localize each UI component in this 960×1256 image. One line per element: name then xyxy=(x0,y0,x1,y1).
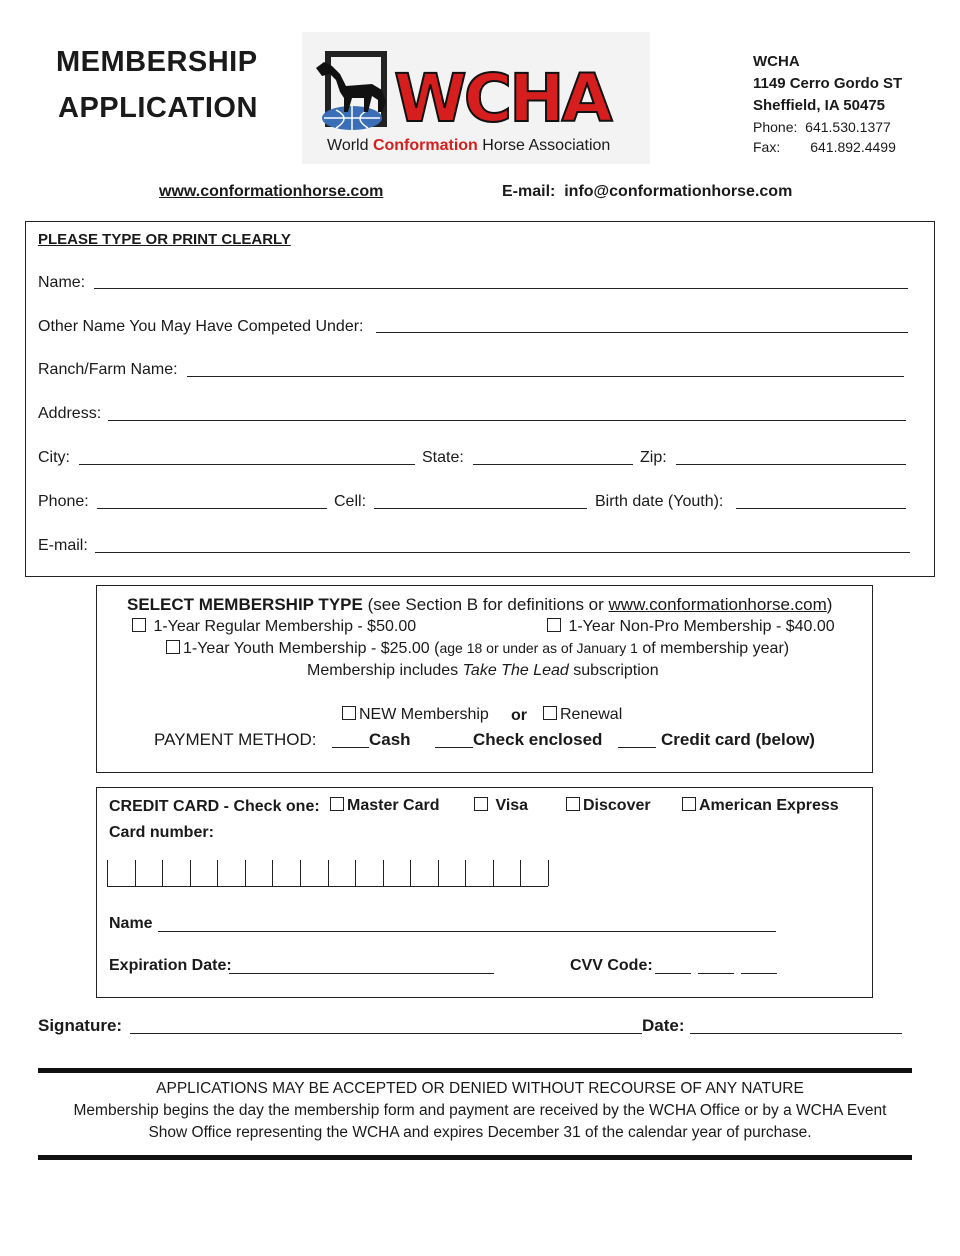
card-digit-divider xyxy=(438,860,439,886)
check-blank[interactable] xyxy=(435,747,473,748)
new-checkbox[interactable] xyxy=(342,706,356,720)
expiration-field[interactable] xyxy=(229,973,494,974)
state-field[interactable] xyxy=(473,464,633,465)
org-city: Sheffield, IA 50475 xyxy=(753,97,885,114)
regular-membership-option[interactable]: 1-Year Regular Membership - $50.00 xyxy=(132,618,416,636)
title-line-2: APPLICATION xyxy=(58,92,258,124)
org-phone: Phone: 641.530.1377 xyxy=(753,119,891,135)
card-number-baseline xyxy=(107,886,548,887)
footer-bottom-rule xyxy=(38,1155,912,1160)
signature-label: Signature: xyxy=(38,1016,123,1035)
card-digit-divider xyxy=(162,860,163,886)
zip-label: Zip: xyxy=(640,449,667,466)
state-label: State: xyxy=(422,449,464,466)
cash-label: Cash xyxy=(369,730,411,749)
wcha-logo xyxy=(302,32,650,164)
card-number-label: Card number: xyxy=(109,824,214,841)
credit-card-heading: CREDIT CARD - Check one: xyxy=(109,798,320,815)
email-label: E-mail: xyxy=(38,537,88,554)
card-digit-divider xyxy=(548,860,549,886)
membership-includes: Membership includes Take The Lead subscription xyxy=(307,662,659,679)
card-digit-divider xyxy=(190,860,191,886)
footer-terms-1: Membership begins the day the membership form and payment are received by the WCHA Office or by a WCHA Event xyxy=(73,1102,887,1119)
ranch-label: Ranch/Farm Name: xyxy=(38,361,178,378)
membership-heading-link[interactable]: www.conformationhorse.com xyxy=(608,595,827,614)
date-label: Date: xyxy=(642,1016,685,1035)
payment-method-label: PAYMENT METHOD: xyxy=(154,730,317,749)
city-label: City: xyxy=(38,449,70,466)
renewal-checkbox[interactable] xyxy=(543,706,557,720)
cvv-digit-1[interactable] xyxy=(655,973,691,974)
membership-heading: SELECT MEMBERSHIP TYPE (see Section B for definitions or www.conformationhorse.com) xyxy=(127,595,833,614)
card-digit-divider xyxy=(217,860,218,886)
cvv-digit-3[interactable] xyxy=(741,973,777,974)
regular-checkbox[interactable] xyxy=(132,618,146,632)
cardholder-name-label: Name xyxy=(109,915,153,932)
address-label: Address: xyxy=(38,405,102,422)
nonpro-membership-option[interactable]: 1-Year Non-Pro Membership - $40.00 xyxy=(547,618,835,636)
or-label: or xyxy=(511,707,527,724)
mastercard-checkbox[interactable] xyxy=(330,797,344,811)
youth-checkbox[interactable] xyxy=(166,640,180,654)
cvv-digit-2[interactable] xyxy=(698,973,734,974)
signature-field[interactable] xyxy=(130,1033,642,1034)
personal-info-section xyxy=(25,221,935,577)
city-field[interactable] xyxy=(79,464,415,465)
email-field[interactable] xyxy=(95,552,910,553)
cvv-label: CVV Code: xyxy=(570,957,653,974)
card-digit-divider xyxy=(107,860,108,886)
website-link[interactable]: www.conformationhorse.com xyxy=(159,183,384,200)
card-digit-divider xyxy=(135,860,136,886)
card-digit-divider xyxy=(355,860,356,886)
footer-notice: APPLICATIONS MAY BE ACCEPTED OR DENIED WITHOUT RECOURSE OF ANY NATURE xyxy=(156,1080,804,1097)
zip-field[interactable] xyxy=(676,464,906,465)
card-digit-divider xyxy=(465,860,466,886)
renewal-option[interactable]: Renewal xyxy=(543,706,622,724)
ranch-field[interactable] xyxy=(187,376,904,377)
credit-label: Credit card (below) xyxy=(661,730,815,749)
amex-checkbox[interactable] xyxy=(682,797,696,811)
card-digit-divider xyxy=(520,860,521,886)
mastercard-option[interactable]: Master Card xyxy=(330,797,439,815)
new-membership-option[interactable]: NEW Membership xyxy=(342,706,489,724)
birth-date-field[interactable] xyxy=(736,508,906,509)
birth-date-label: Birth date (Youth): xyxy=(595,493,724,510)
card-number-boxes[interactable] xyxy=(107,860,548,886)
cell-label: Cell: xyxy=(334,493,367,510)
footer-top-rule xyxy=(38,1068,912,1073)
name-field[interactable] xyxy=(94,288,908,289)
card-digit-divider xyxy=(300,860,301,886)
card-digit-divider xyxy=(383,860,384,886)
org-name: WCHA xyxy=(753,53,800,70)
footer-terms-2: Show Office representing the WCHA and expires December 31 of the calendar year of purchase. xyxy=(148,1124,812,1141)
name-label: Name: xyxy=(38,274,86,291)
card-digit-divider xyxy=(272,860,273,886)
nonpro-checkbox[interactable] xyxy=(547,618,561,632)
phone-label: Phone: xyxy=(38,493,89,510)
discover-option[interactable]: Discover xyxy=(566,797,651,815)
amex-option[interactable]: American Express xyxy=(682,797,839,815)
title-line-1: MEMBERSHIP xyxy=(56,46,258,78)
visa-checkbox[interactable] xyxy=(474,797,488,811)
check-label: Check enclosed xyxy=(473,730,603,749)
card-digit-divider xyxy=(245,860,246,886)
card-digit-divider xyxy=(328,860,329,886)
other-name-label: Other Name You May Have Competed Under: xyxy=(38,318,364,335)
instruction-heading: PLEASE TYPE OR PRINT CLEARLY xyxy=(38,231,291,248)
youth-membership-option[interactable]: 1-Year Youth Membership - $25.00 (age 18 or under as of January 1 of membership year) xyxy=(166,640,789,658)
cash-blank[interactable] xyxy=(332,747,369,748)
discover-checkbox[interactable] xyxy=(566,797,580,811)
expiration-label: Expiration Date: xyxy=(109,957,232,974)
date-field[interactable] xyxy=(690,1033,902,1034)
phone-field[interactable] xyxy=(97,508,327,509)
cell-field[interactable] xyxy=(374,508,587,509)
cardholder-name-field[interactable] xyxy=(158,931,776,932)
org-street: 1149 Cerro Gordo ST xyxy=(753,75,903,92)
other-name-field[interactable] xyxy=(376,332,908,333)
org-fax: Fax: 641.892.4499 xyxy=(753,139,896,155)
visa-option[interactable]: Visa xyxy=(474,797,528,815)
address-field[interactable] xyxy=(108,420,906,421)
card-digit-divider xyxy=(410,860,411,886)
logo-acronym: WCHA xyxy=(394,60,610,137)
email-contact: E-mail: info@conformationhorse.com xyxy=(502,183,793,200)
card-digit-divider xyxy=(493,860,494,886)
logo-tagline: World Conformation Horse Association xyxy=(327,137,611,154)
credit-blank[interactable] xyxy=(618,747,656,748)
